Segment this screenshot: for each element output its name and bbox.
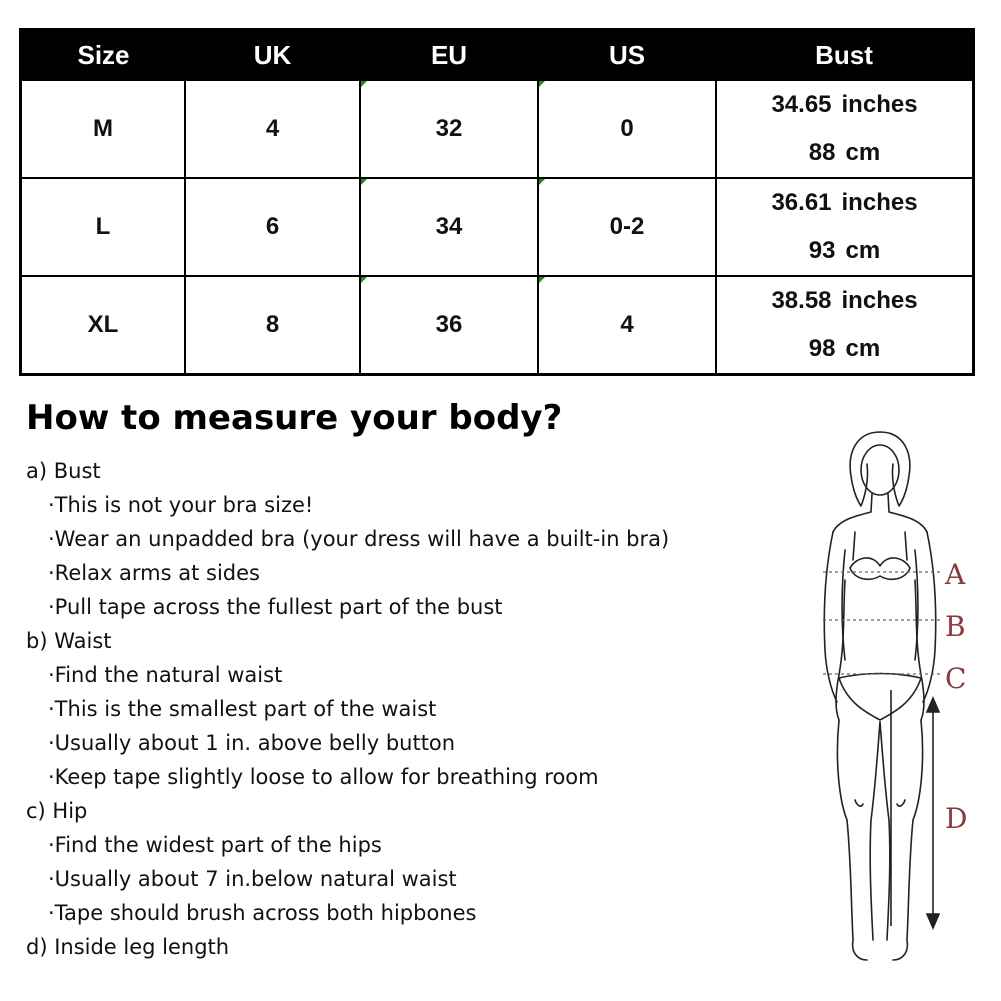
header-us: US [538, 30, 716, 81]
bust-inches: 36.61 inches [771, 189, 918, 216]
section-waist: b) Waist [26, 629, 112, 653]
cell-size: M [21, 80, 186, 178]
tip-item: ·Keep tape slightly loose to allow for breathing room [48, 765, 599, 789]
cell-us: 4 [538, 276, 716, 375]
label-c: C [945, 662, 967, 695]
cell-size: XL [21, 276, 186, 375]
bust-inches: 38.58 inches [771, 287, 918, 314]
bust-cm: 98 cm [808, 335, 881, 362]
header-uk: UK [185, 30, 360, 81]
table-header-row [21, 30, 974, 81]
table-row [21, 178, 974, 276]
cell-size: L [21, 178, 186, 276]
cell-us: 0-2 [538, 178, 716, 276]
tip-item: ·Find the natural waist [48, 663, 283, 687]
tip-item: ·This is the smallest part of the waist [48, 697, 437, 721]
cell-us: 0 [538, 80, 716, 178]
label-d: D [945, 802, 968, 835]
cell-bust [716, 80, 974, 178]
section-hip: c) Hip [26, 799, 88, 823]
cell-bust [716, 276, 974, 375]
header-size: Size [21, 30, 186, 81]
corner-mark [361, 81, 367, 87]
header-eu: EU [360, 30, 538, 81]
guide-title: How to measure your body? [26, 398, 563, 438]
body-measure-figure [795, 420, 985, 980]
body-outline-illustration [795, 420, 985, 980]
section-inside-leg: d) Inside leg length [26, 935, 230, 959]
corner-mark [539, 81, 545, 87]
bust-inches: 34.65 inches [771, 91, 918, 118]
corner-mark [539, 277, 545, 283]
label-a: A [945, 558, 966, 591]
tip-item: ·Find the widest part of the hips [48, 833, 382, 857]
cell-uk: 8 [185, 276, 360, 375]
cell-eu: 34 [360, 178, 538, 276]
tip-item: ·Relax arms at sides [48, 561, 260, 585]
table-row [21, 80, 974, 178]
tip-item: ·Wear an unpadded bra (your dress will have a built-in bra) [48, 527, 670, 551]
cell-uk: 6 [185, 178, 360, 276]
section-bust: a) Bust [26, 459, 101, 483]
measure-guide [26, 398, 786, 964]
tip-item: ·Pull tape across the fullest part of the bust [48, 595, 503, 619]
header-bust: Bust [716, 30, 974, 81]
corner-mark [539, 179, 545, 185]
cell-eu: 36 [360, 276, 538, 375]
corner-mark [361, 277, 367, 283]
cell-uk: 4 [185, 80, 360, 178]
cell-eu: 32 [360, 80, 538, 178]
tip-item: ·This is not your bra size! [48, 493, 314, 517]
corner-mark [361, 179, 367, 185]
table-row [21, 276, 974, 375]
tip-item: ·Usually about 7 in.below natural waist [48, 867, 457, 891]
bust-cm: 93 cm [808, 237, 881, 264]
tip-item: ·Tape should brush across both hipbones [48, 901, 477, 925]
bust-cm: 88 cm [808, 139, 881, 166]
tip-item: ·Usually about 1 in. above belly button [48, 731, 456, 755]
label-b: B [945, 610, 966, 643]
cell-bust [716, 178, 974, 276]
size-chart-table [19, 28, 975, 376]
